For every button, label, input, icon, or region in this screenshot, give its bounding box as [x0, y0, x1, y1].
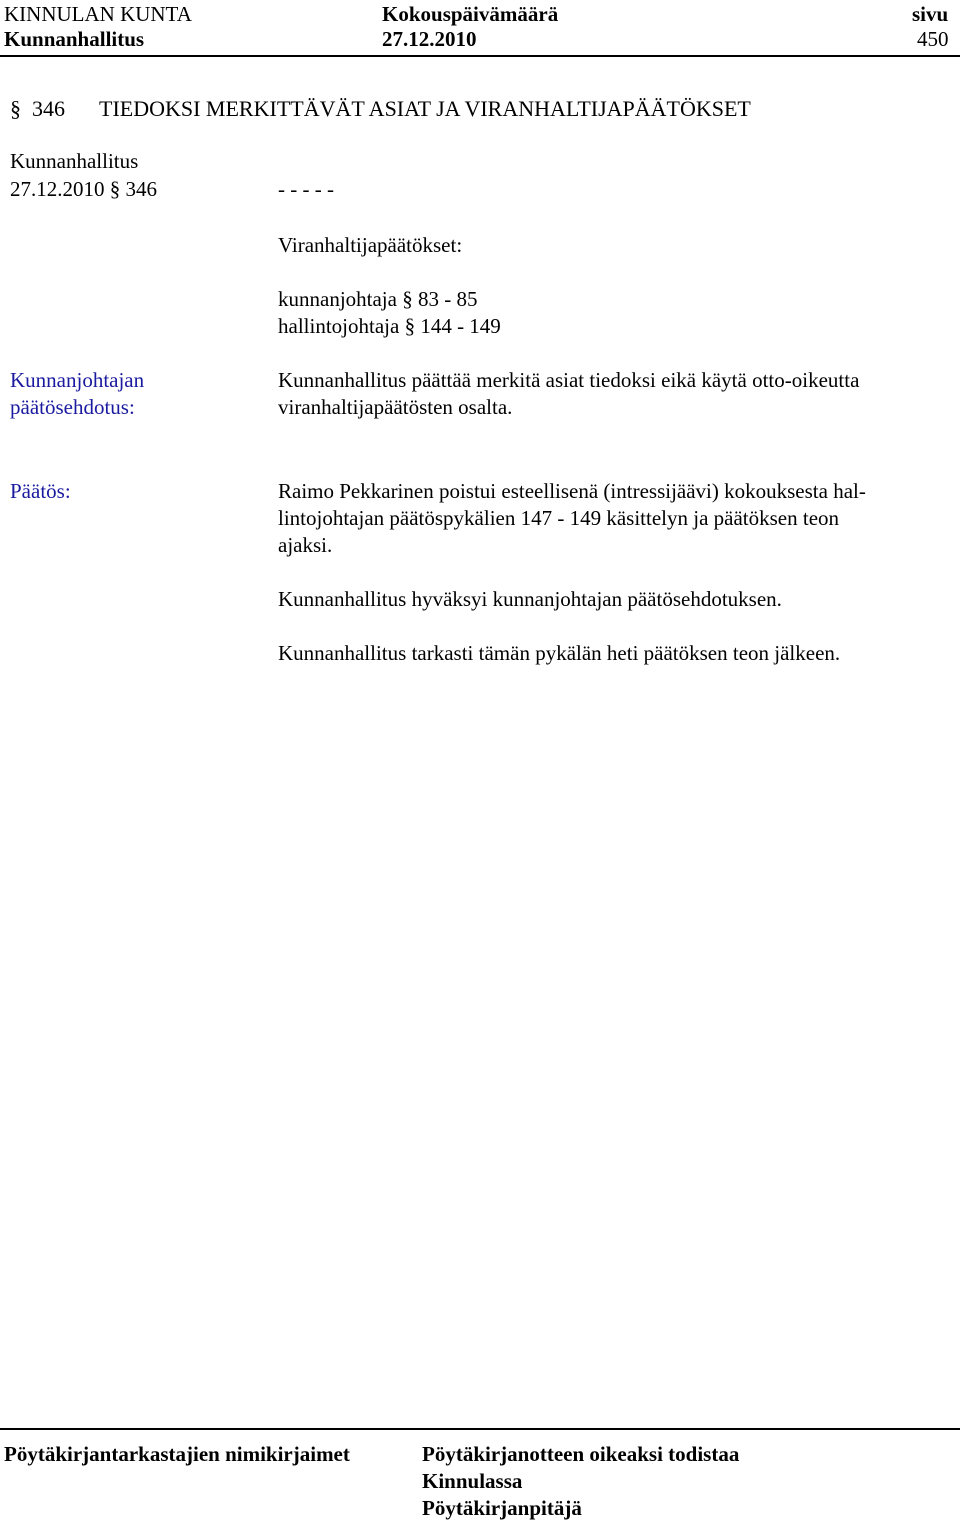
decision-item: [278, 286, 477, 312]
section-number: 346: [32, 96, 65, 121]
reference-number: 346: [125, 177, 157, 201]
section-title-text: TIEDOKSI MERKITTÄVÄT ASIAT JA VIRANHALTIJAPÄÄTÖKSET: [99, 96, 751, 121]
proposal-label-line1: Kunnanjohtajan: [10, 368, 145, 392]
decision-range: 83 - 85: [417, 287, 478, 311]
section-title: [10, 96, 751, 122]
footer-certify-label: Pöytäkirjanotteen oikeaksi todistaa: [422, 1442, 740, 1466]
footer-place: Kinnulassa: [422, 1469, 523, 1493]
footer-initials-label: Pöytäkirjantarkastajien nimikirjaimet: [4, 1442, 350, 1466]
reference-body: Kunnanhallitus: [10, 149, 139, 173]
decision-official: hallintojohtaja: [278, 314, 400, 338]
meeting-date: 27.12.2010: [382, 27, 477, 51]
municipality-name: KINNULAN KUNTA: [4, 2, 192, 26]
reference-date: 27.12.2010: [10, 177, 105, 201]
proposal-label-line2: päätösehdotus:: [10, 395, 135, 419]
decision-para1-line2: lintojohtajan päätöspykälien 147 - 149 käsittelyn ja päätöksen teon: [278, 506, 840, 530]
section-symbol: §: [10, 96, 21, 121]
reference-symbol: §: [109, 177, 121, 201]
decision-para1-line3: ajaksi.: [278, 533, 333, 557]
reference-dashes: - - - - -: [278, 177, 334, 201]
decisions-heading: Viranhaltijapäätökset:: [278, 233, 463, 257]
decision-symbol: §: [402, 287, 413, 311]
decision-range: 144 - 149: [420, 314, 501, 338]
decision-item: [278, 313, 501, 339]
decision-label: Päätös:: [10, 479, 71, 503]
page-number: 450: [917, 27, 949, 51]
decision-symbol: §: [404, 314, 416, 338]
decision-para2: Kunnanhallitus hyväksyi kunnanjohtajan päätösehdotuksen.: [278, 587, 782, 611]
proposal-text-line2: viranhaltijapäätösten osalta.: [278, 395, 513, 419]
decision-para3: Kunnanhallitus tarkasti tämän pykälän heti päätöksen teon jälkeen.: [278, 641, 841, 665]
footer-secretary-label: Pöytäkirjanpitäjä: [422, 1496, 582, 1520]
body-name: Kunnanhallitus: [4, 27, 145, 51]
proposal-text-line1: Kunnanhallitus päättää merkitä asiat tiedoksi eikä käytä otto-oikeutta: [278, 368, 860, 392]
meeting-date-label: Kokouspäivämäärä: [382, 2, 559, 26]
decision-para1-line1: Raimo Pekkarinen poistui esteellisenä (intressijäävi) kokouksesta hal-: [278, 479, 866, 503]
reference-line: [10, 176, 157, 202]
header-rule: [0, 55, 960, 57]
footer-rule: [0, 1428, 960, 1430]
page-label: sivu: [912, 2, 949, 26]
decision-official: kunnanjohtaja: [278, 287, 397, 311]
